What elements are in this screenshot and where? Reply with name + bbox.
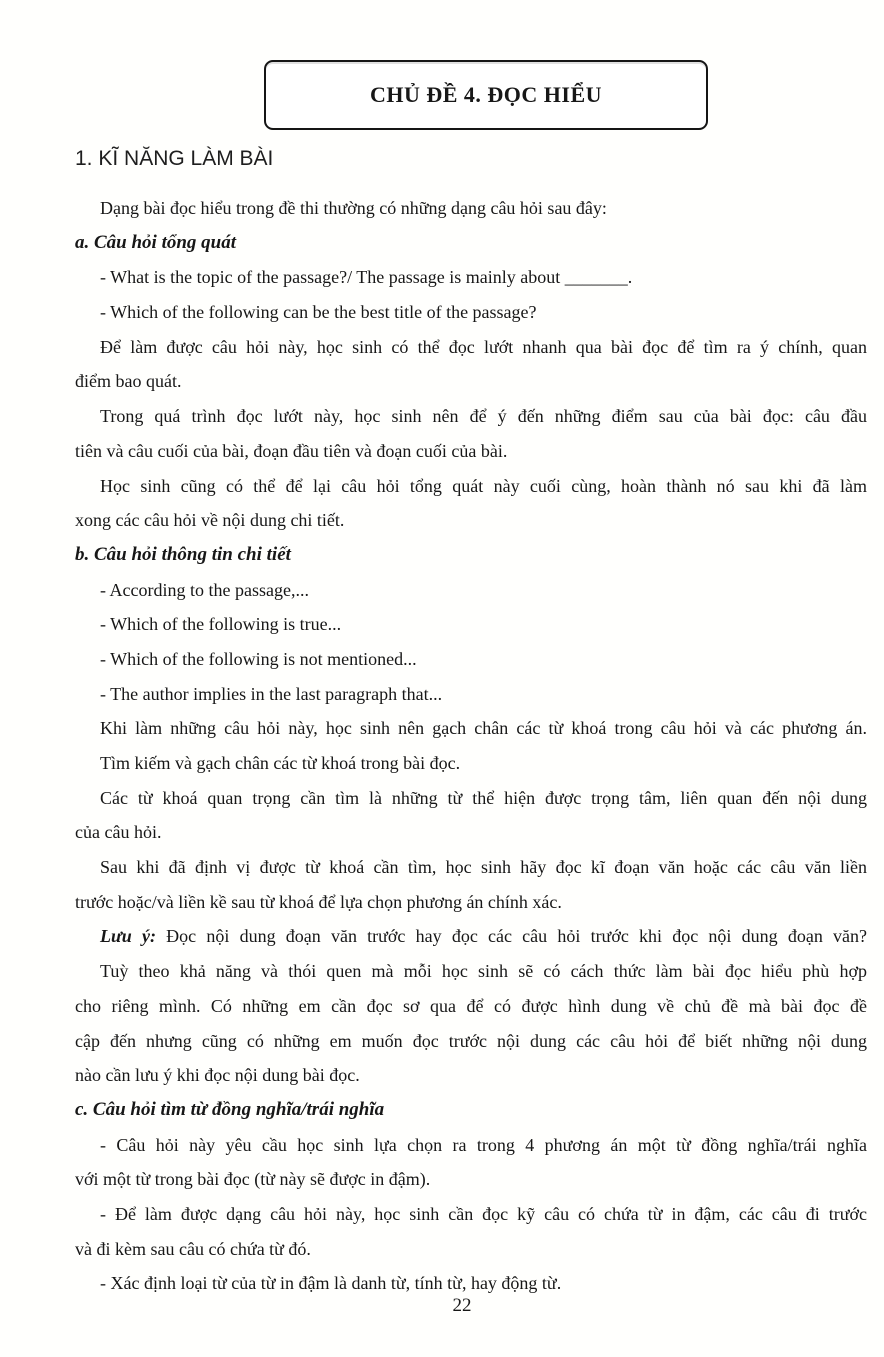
paragraph-line: tiên và câu cuối của bài, đoạn đầu tiên và đoạn cuối của bài. bbox=[75, 440, 508, 461]
paragraph-line: Trong quá trình đọc lướt này, học sinh nên để ý đến những điểm sau của bài đọc: câu đầu bbox=[100, 406, 867, 427]
question-item: - The author implies in the last paragraph that... bbox=[100, 683, 443, 704]
intro-line: Dạng bài đọc hiểu trong đề thi thường có những dạng câu hỏi sau đây: bbox=[100, 198, 607, 218]
paragraph-line: với một từ trong bài đọc (từ này sẽ được in đậm). bbox=[75, 1169, 431, 1190]
paragraph-line: Tuỳ theo khả năng và thói quen mà mỗi học sinh sẽ có cách thức làm bài đọc hiểu phù hợp bbox=[100, 961, 867, 982]
subheading-c: c. Câu hỏi tìm từ đồng nghĩa/trái nghĩa bbox=[75, 1098, 385, 1120]
paragraph-line: và đi kèm sau câu có chứa từ đó. bbox=[75, 1238, 311, 1259]
note-label: Lưu ý: bbox=[100, 926, 156, 947]
question-item: - Which of the following is not mentioned... bbox=[100, 648, 417, 669]
paragraph-line: Tìm kiếm và gạch chân các từ khoá trong bài đọc. bbox=[100, 753, 461, 773]
paragraph-line: - Xác định loại từ của từ in đậm là danh từ, tính từ, hay động từ. bbox=[100, 1273, 562, 1294]
chapter-title: CHỦ ĐỀ 4. ĐỌC HIỂU bbox=[369, 82, 603, 107]
paragraph-line: Các từ khoá quan trọng cần tìm là những từ thể hiện được trọng tâm, liên quan đến nội dung bbox=[100, 787, 867, 808]
question-item: - What is the topic of the passage?/ The passage is mainly about _______. bbox=[100, 267, 633, 288]
paragraph-line: Để làm được câu hỏi này, học sinh có thể đọc lướt nhanh qua bài đọc để tìm ra ý chính, quan bbox=[100, 336, 867, 357]
paragraph-line: Học sinh cũng có thể để lại câu hỏi tổng quát này cuối cùng, hoàn thành nó sau khi đã làm bbox=[100, 475, 867, 496]
text-body bbox=[75, 191, 867, 1301]
question-item: - Which of the following is true... bbox=[100, 614, 342, 635]
paragraph-line: - Câu hỏi này yêu cầu học sinh lựa chọn ra trong 4 phương án một từ đồng nghĩa/trái nghĩa bbox=[100, 1134, 867, 1155]
paragraph-line: cho riêng mình. Có những em cần đọc sơ qua để có được hình dung về chủ đề mà bài đọc đề bbox=[75, 995, 867, 1016]
paragraph-line: Sau khi đã định vị được từ khoá cần tìm, học sinh hãy đọc kĩ đoạn văn hoặc các câu văn liền bbox=[100, 857, 867, 878]
section-heading: 1. KĨ NĂNG LÀM BÀI bbox=[75, 147, 274, 170]
paragraph-line: Khi làm những câu hỏi này, học sinh nên gạch chân các từ khoá trong câu hỏi và các phương án. bbox=[100, 718, 867, 739]
paragraph-line: điểm bao quát. bbox=[75, 371, 182, 392]
paragraph-line: cập đến nhưng cũng có những em muốn đọc trước nội dung các câu hỏi để biết những nội dung bbox=[75, 1030, 867, 1051]
paragraph-line: xong các câu hỏi về nội dung chi tiết. bbox=[75, 510, 345, 531]
question-item: - Which of the following can be the best title of the passage? bbox=[100, 302, 537, 323]
question-item: - According to the passage,... bbox=[100, 579, 309, 600]
paragraph-line: nào cần lưu ý khi đọc nội dung bài đọc. bbox=[75, 1065, 360, 1086]
subheading-b: b. Câu hỏi thông tin chi tiết bbox=[75, 543, 291, 565]
note-text: Đọc nội dung đoạn văn trước hay đọc các câu hỏi trước khi đọc nội dung đoạn văn? bbox=[155, 926, 867, 947]
chapter-title-box bbox=[264, 60, 708, 130]
paragraph-line: - Để làm được dạng câu hỏi này, học sinh cần đọc kỹ câu có chứa từ in đậm, các câu đi trước bbox=[100, 1203, 867, 1224]
paragraph-line: trước hoặc/và liền kề sau từ khoá để lựa chọn phương án chính xác. bbox=[75, 891, 562, 912]
subheading-a: a. Câu hỏi tổng quát bbox=[75, 231, 237, 253]
note-line bbox=[75, 919, 867, 954]
page-number: 22 bbox=[452, 1295, 472, 1316]
paragraph-line: của câu hỏi. bbox=[75, 822, 162, 843]
